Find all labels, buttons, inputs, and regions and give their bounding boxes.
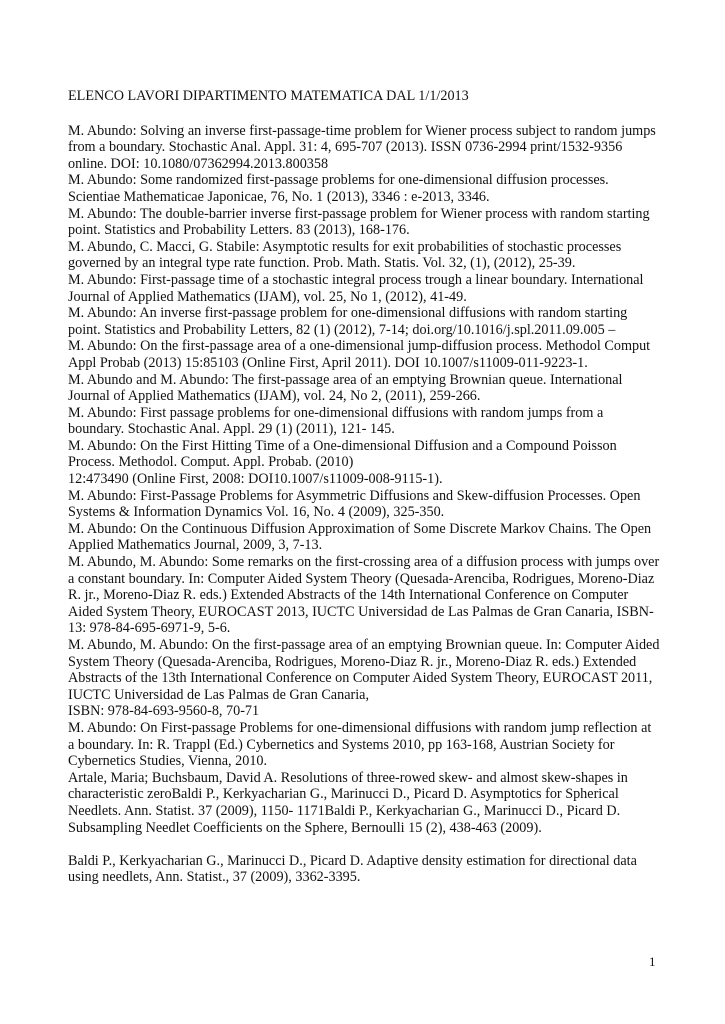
- publication-entry-continuation: ISBN: 978-84-693-9560-8, 70-71: [68, 703, 260, 720]
- document-content: [68, 88, 660, 886]
- publication-entry: M. Abundo and M. Abundo: The first-passage area of an emptying Brownian queue. International Journal of Applied Mathematics (IJAM), vol. 24, No 2, (2011), 259-266.: [68, 371, 623, 405]
- publication-entry: M. Abundo, M. Abundo: On the first-passage area of an emptying Brownian queue. In: Computer Aided System Theory (Quesada-Arenciba, Rodrigues, Moreno-Diaz R. jr., Moreno-Diaz R. eds.) Extended Abstracts of the 13th International Conference on Computer Aided System Theory, EUROCAST 2011, IUCTC Universidad de Las Palmas de Gran Canaria,: [68, 637, 660, 703]
- final-publication-entry: Baldi P., Kerkyacharian G., Marinucci D., Picard D. Adaptive density estimation for directional data using needlets, Ann. Statist., 37 (2009), 3362-3395.: [68, 852, 637, 886]
- publication-entry: M. Abundo: First-Passage Problems for Asymmetric Diffusions and Skew-diffusion Processes. Open Systems & Information Dynamics Vol. 16, No. 4 (2009), 325-350.: [68, 487, 641, 521]
- publication-entry: M. Abundo: Solving an inverse first-passage-time problem for Wiener process subject to random jumps from a boundary. Stochastic Anal. Appl. 31: 4, 695-707 (2013). ISSN 0736-2994 print/1532-9356 online. DOI: 10.1080/07362994.2013.800358: [68, 122, 656, 172]
- publication-entry: M. Abundo, M. Abundo: Some remarks on the first-crossing area of a diffusion process with jumps over a constant boundary. In: Computer Aided System Theory (Quesada-Arenciba, Rodrigues, Moreno-Diaz R. jr., Moreno-Diaz R. eds.) Extended Abstracts of the 14th International Conference on Computer Aided System Theory, EUROCAST 2013, IUCTC Universidad de Las Palmas de Gran Canaria, ISBN-13: 978-84-695-6971-9, 5-6.: [68, 554, 660, 637]
- page-number: 1: [649, 954, 656, 969]
- publication-entry: M. Abundo: First-passage time of a stochastic integral process trough a linear boundary. International Journal of Applied Mathematics (IJAM), vol. 25, No 1, (2012), 41-49.: [68, 271, 644, 305]
- publication-entry: M. Abundo: On First-passage Problems for one-dimensional diffusions with random jump reflection at a boundary. In: R. Trappl (Ed.) Cybernetics and Systems 2010, pp 163-168, Austrian Society for Cybernetics Studies, Vienna, 2010.: [68, 719, 652, 770]
- publication-entry: M. Abundo: On the first-passage area of a one-dimensional jump-diffusion process. Methodol Comput Appl Probab (2013) 15:85103 (Online First, April 2011). DOI 10.1007/s11009-011-9223-1.: [68, 338, 651, 371]
- publication-entry: Artale, Maria; Buchsbaum, David A. Resolutions of three-rowed skew- and almost skew-shapes in characteristic zeroBaldi P., Kerkyacharian G., Marinucci D., Picard D. Asymptotics for Spherical Needlets. Ann. Statist. 37 (2009), 1150- 1171Baldi P., Kerkyacharian G., Marinucci D., Picard D. Subsampling Needlet Coefficients on the Sphere, Bernoulli 15 (2), 438-463 (2009).: [68, 769, 628, 836]
- publication-entry: M. Abundo, C. Macci, G. Stabile: Asymptotic results for exit probabilities of stochastic processes governed by an integral type rate function. Prob. Math. Statis. Vol. 32, (1), (2012), 25-39.: [68, 238, 622, 272]
- publication-entry: M. Abundo: First passage problems for one-dimensional diffusions with random jumps from a boundary. Stochastic Anal. Appl. 29 (1) (2011), 121- 145.: [68, 404, 604, 438]
- publication-entry-continuation: 12:473490 (Online First, 2008: DOI10.1007/s11009-008-9115-1).: [68, 471, 443, 488]
- publication-entry: M. Abundo: On the First Hitting Time of a One-dimensional Diffusion and a Compound Poisson Process. Methodol. Comput. Appl. Probab. (2010): [68, 437, 617, 471]
- publication-entry: M. Abundo: Some randomized first-passage problems for one-dimensional diffusion processes. Scientiae Mathematicae Japonicae, 76, No. 1 (2013), 3346 : e-2013, 3346.: [68, 172, 609, 205]
- publication-entry: M. Abundo: On the Continuous Diffusion Approximation of Some Discrete Markov Chains. The Open Applied Mathematics Journal, 2009, 3, 7-13.: [68, 520, 652, 554]
- paragraph-gap: [68, 836, 660, 853]
- document-title: ELENCO LAVORI DIPARTIMENTO MATEMATICA DAL 1/1/2013: [68, 88, 469, 104]
- publication-entry: M. Abundo: The double-barrier inverse first-passage problem for Wiener process with random starting point. Statistics and Probability Letters. 83 (2013), 168-176.: [68, 205, 650, 239]
- publication-entry: M. Abundo: An inverse first-passage problem for one-dimensional diffusions with random starting point. Statistics and Probability Letters, 82 (1) (2012), 7-14; doi.org/10.1016/j.spl.2011.09.005 –: [68, 305, 628, 338]
